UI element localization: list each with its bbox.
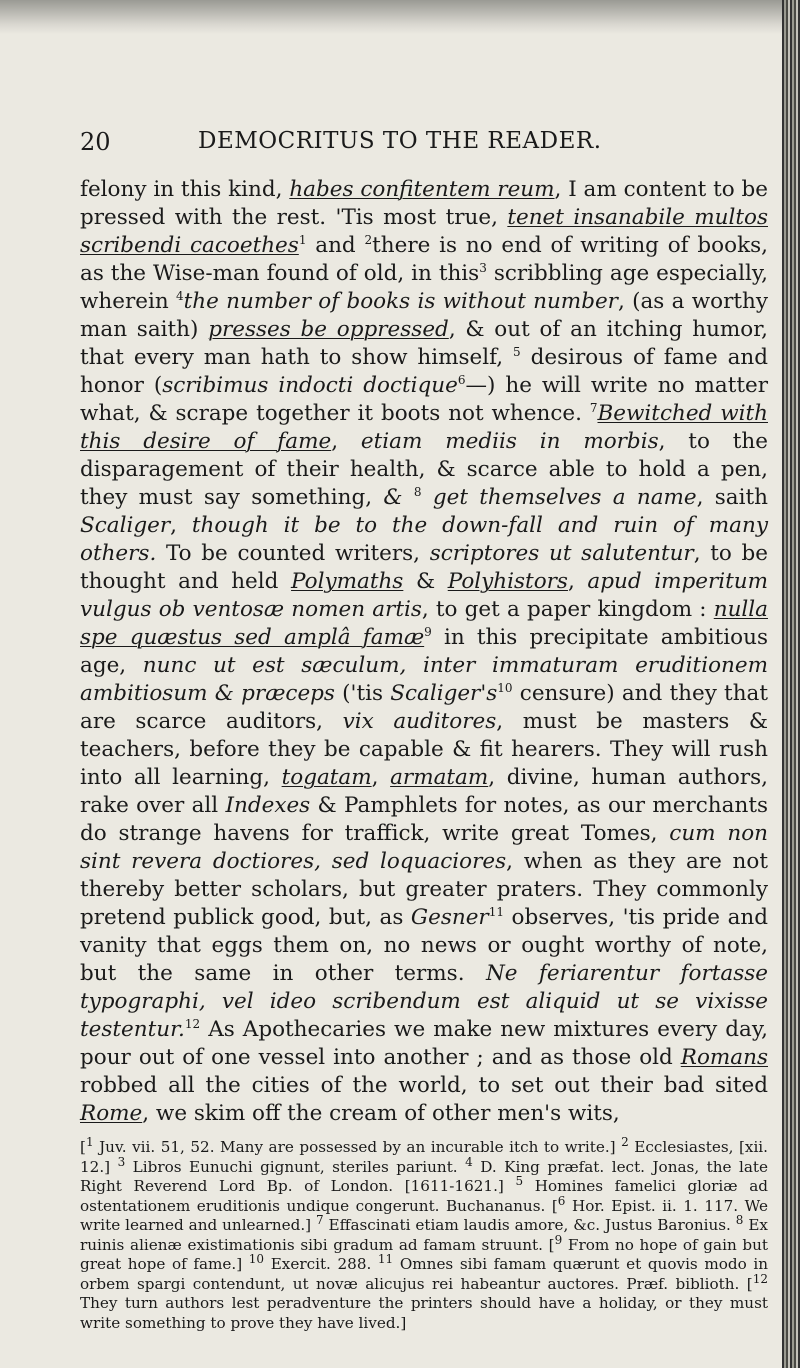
latin-phrase: habes confitentem reum	[289, 177, 555, 202]
footnote-ref: 9	[424, 624, 432, 639]
latin-phrase: etiam mediis in morbis	[360, 429, 659, 454]
footnote-ref: 6	[457, 372, 466, 387]
text-span: , as the Wise-man found of old, in this	[80, 233, 768, 286]
footnote-text: Libros Eunuchi gignunt, steriles pariunt.	[125, 1157, 466, 1176]
footnote-text: Ex ruinis alienæ existimationis sibi gradum ad famam struunt. [	[80, 1216, 768, 1254]
latin-phrase: vix auditores	[342, 709, 497, 734]
text-span: ('tis	[334, 681, 391, 706]
text-span	[403, 485, 414, 510]
footnote-number: 6	[557, 1193, 566, 1208]
footnote-number: 2	[621, 1134, 629, 1149]
footnote-number: 12	[752, 1271, 768, 1286]
book-page	[80, 128, 768, 1348]
page-header	[80, 128, 768, 162]
latin-word: togatam	[281, 765, 372, 790]
text-span: —) he will write no matter what, & scrape together it boots not whence.	[80, 373, 769, 426]
italic-word: Romans	[680, 1045, 768, 1070]
person-name: Scaliger	[80, 513, 171, 538]
footnote-number: 11	[377, 1251, 394, 1266]
text-span: censure) and they that are scarce auditors,	[80, 681, 769, 734]
text-span: observes, 'tis pride and vanity that eggs them on, no news or ought worthy of note, but the same in other terms.	[80, 905, 768, 986]
latin-word: armatam	[390, 765, 489, 790]
text-span: , saith	[696, 485, 768, 510]
footnote-ref: 12	[184, 1016, 201, 1031]
latin-phrase: apud imperitum vulgus ob ventosæ nomen artis	[80, 569, 769, 622]
latin-phrase: nulla spe quæstus sed amplâ famæ	[80, 597, 768, 650]
text-span	[208, 681, 215, 706]
running-head: DEMOCRITUS TO THE READER.	[198, 128, 602, 154]
footnote-ref: 10	[497, 680, 513, 695]
footnote-text: D. King præfat. lect. Jonas, the late Right Reverend Lord Bp. of London. [1611-1621.]	[80, 1157, 768, 1195]
italic-phrase: though it be to the down-fall and ruin of many others.	[80, 513, 768, 566]
footnote-text: Juv. vii. 51, 52. Many are possessed by an incurable itch to write.]	[93, 1138, 622, 1156]
text-span: , to be thought and held	[80, 541, 768, 594]
italic-ampersand: &	[383, 485, 403, 510]
italic-word: Indexes	[225, 793, 311, 818]
footnote-ref: 11	[488, 904, 504, 919]
italic-phrase: get themselves a name	[432, 485, 697, 510]
footnote-text: Homines famelici gloriæ ad ostentationem eruditionis undique congerunt. Buchananus. [	[80, 1177, 768, 1215]
footnote-ref: 4	[175, 288, 184, 303]
footnote-text: Omnes sibi famam quærunt et quovis modo in orbem spargi contendunt, ut novæ alicujus rei habeantur auctores. Præf. biblioth. [	[80, 1255, 768, 1293]
latin-phrase: scribimus indocti doctique	[162, 373, 458, 398]
text-span: &	[403, 569, 448, 594]
footnote-number: 10	[248, 1251, 265, 1266]
text-span: , we skim off the cream of other men's wits,	[142, 1101, 620, 1126]
text-span: , to get a paper kingdom :	[421, 597, 714, 622]
footnote-ref: 5	[513, 344, 521, 359]
person-name: Scaliger's	[390, 681, 498, 706]
page-top-shadow	[0, 0, 800, 34]
italic-word: Polymaths	[291, 569, 404, 594]
footnote-text: Hor. Epist. ii. 1. 117. We write learned and unlearned.]	[80, 1196, 768, 1234]
text-span: , I am content to be pressed with the rest. 'Tis most true,	[80, 177, 769, 230]
text-span: As Apothecaries we make new mixtures every day, pour out of one vessel into another ; and as those old	[80, 1017, 768, 1070]
latin-phrase: nunc ut est sæculum, inter immaturam eruditionem ambitiosum	[80, 653, 768, 706]
footnote-ref: 1	[298, 232, 307, 247]
text-span: ,	[567, 569, 588, 594]
footnote-number: 8	[735, 1212, 744, 1227]
footnote-text: [	[80, 1138, 86, 1156]
text-span: in this precipitate ambitious age,	[80, 625, 768, 678]
text-span: , (as a worthy man saith)	[80, 289, 768, 342]
text-span	[422, 485, 433, 510]
text-span: felony in this kind,	[80, 177, 290, 202]
text-span: robbed all the cities of the world, to set out their bad sited	[80, 1073, 768, 1098]
italic-ampersand: &	[214, 681, 234, 706]
footnote-text: Ecclesiastes, [xii. 12.]	[80, 1138, 768, 1176]
text-span: ,	[371, 765, 391, 790]
footnote-number: 7	[316, 1212, 324, 1227]
footnote-ref: 2	[364, 232, 373, 247]
footnote-text: From no hope of gain but great hope of fame.]	[80, 1235, 769, 1273]
text-span: , must be masters & teachers, before they be capable & fit hearers. They will rush into all learning,	[80, 709, 768, 790]
footnote-number: 9	[554, 1232, 563, 1247]
footnote-ref: 7	[589, 400, 598, 415]
latin-phrase: cum non sint revera doctiores, sed loquaciores	[80, 821, 769, 874]
text-span: ,	[170, 513, 192, 538]
italic-word: Polyhistors	[447, 569, 568, 594]
text-span: , when as they are not thereby better scholars, but greater praters. They commonly pretend publick good, but, as	[80, 849, 768, 930]
latin-phrase: tenet insanabile multos scribendi cacoethes	[80, 205, 768, 258]
book-spine-edge	[782, 0, 800, 1368]
text-span: desirous of fame and honor (	[80, 345, 768, 398]
footnote-number: 4	[465, 1154, 473, 1169]
latin-phrase: scriptores ut salutentur	[429, 541, 694, 566]
text-span: ,	[331, 429, 361, 454]
footnote-text: Exercit. 288.	[264, 1255, 378, 1273]
main-paragraph	[80, 176, 768, 1128]
footnote-number: 3	[117, 1154, 126, 1169]
latin-word: præceps	[241, 681, 335, 706]
footnotes	[80, 1134, 769, 1333]
text-span: there is no end of writing of books	[372, 233, 762, 258]
italic-phrase: Bewitched with this desire of fame	[80, 401, 768, 454]
italic-phrase: presses be oppressed	[208, 317, 449, 342]
text-span: , divine, human authors, rake over all	[80, 765, 769, 818]
footnote-number: 5	[515, 1173, 524, 1188]
latin-phrase: Ne feriarentur fortasse typographi, vel ideo scribendum est aliquid ut se vixisse testentur.	[80, 961, 768, 1042]
text-span: To be counted writers,	[156, 541, 430, 566]
footnote-text: They turn authors lest peradventure the printers should have a holiday, or they must write something to prove they have lived.]	[80, 1294, 768, 1332]
page-number: 20	[80, 128, 111, 156]
italic-phrase: the number of books is without number	[183, 289, 618, 314]
text-span: scribbling age especially, wherein	[80, 261, 769, 314]
footnote-text: Effascinati etiam laudis amore, &c. Justus Baronius.	[323, 1216, 736, 1234]
text-span: and	[306, 233, 365, 258]
footnote-ref: 8	[413, 484, 422, 499]
text-span: , to the disparagement of their health, & scarce able to hold a pen, they must say something,	[80, 429, 768, 510]
footnote-ref: 3	[479, 260, 487, 275]
footnote-number: 1	[85, 1134, 94, 1149]
text-span: & Pamphlets for notes, as our merchants do strange havens for traffick, write great Tomes,	[80, 793, 768, 846]
italic-word: Rome	[80, 1101, 143, 1126]
person-name: Gesner	[410, 905, 489, 930]
text-span: , & out of an itching humor, that every man hath to show himself,	[80, 317, 769, 370]
